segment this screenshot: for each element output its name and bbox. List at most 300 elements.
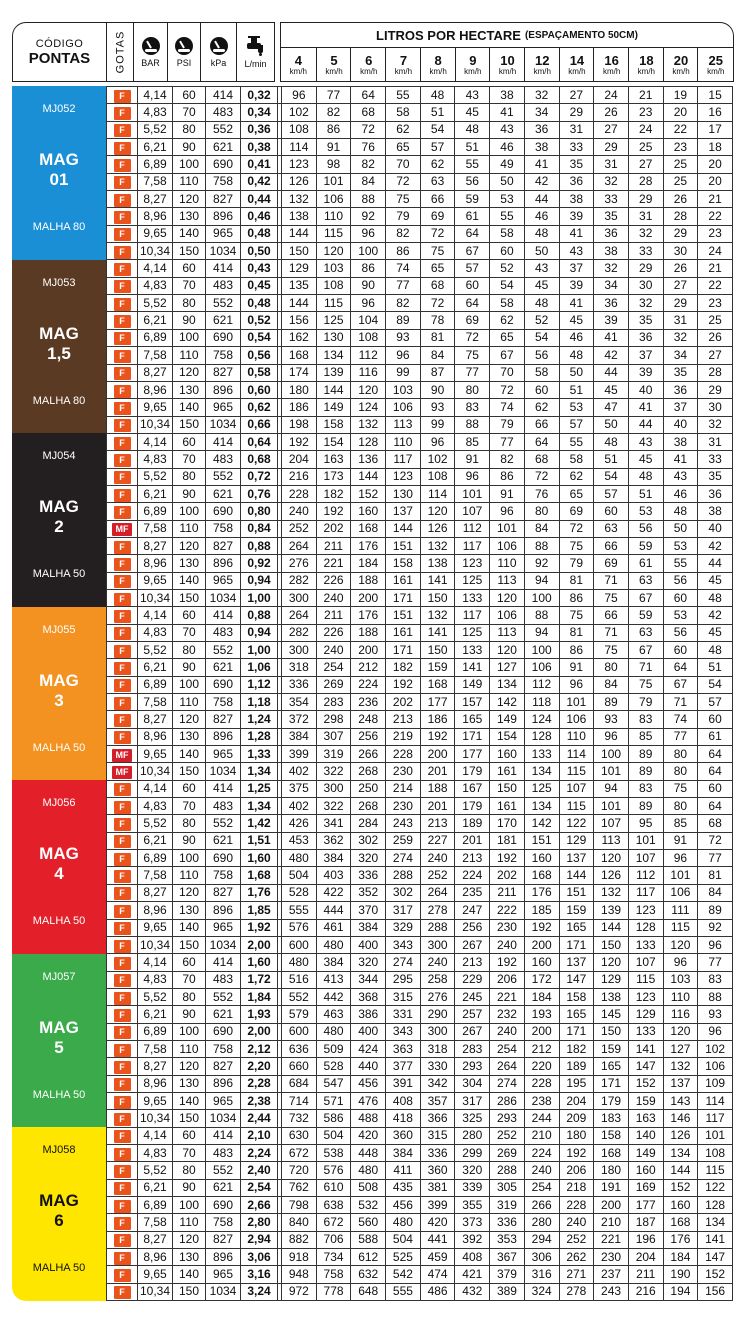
- rate-cell: 88: [524, 537, 559, 554]
- rate-cell: 132: [282, 191, 317, 208]
- rate-cell: 79: [490, 416, 525, 433]
- lmin-cell: 3,24: [241, 1283, 278, 1300]
- droplet-class-cell: [107, 347, 138, 364]
- rate-cell: 48: [420, 87, 455, 104]
- rate-cell: 486: [420, 1283, 455, 1300]
- nozzle-group-mj053: [12, 260, 106, 434]
- rate-cell: 37: [628, 347, 663, 364]
- rate-cell: 96: [420, 433, 455, 450]
- droplet-badge: F: [114, 124, 131, 137]
- bar-cell: 8,96: [138, 381, 173, 398]
- rate-cell: 319: [490, 1197, 525, 1214]
- rate-cell: 58: [490, 225, 525, 242]
- psi-cell: 80: [173, 642, 206, 659]
- rate-cell: 115: [316, 225, 351, 242]
- rate-cell: 84: [594, 676, 629, 693]
- rate-cell: 102: [698, 1040, 733, 1057]
- kpa-cell: 965: [206, 746, 241, 763]
- rate-cell: 94: [524, 572, 559, 589]
- rate-cell: 200: [524, 936, 559, 953]
- nozzle-group-mj055: [12, 607, 106, 781]
- droplet-class-cell: [107, 191, 138, 208]
- psi-cell: 60: [173, 260, 206, 277]
- droplet-badge: F: [114, 159, 131, 172]
- malha-label: MALHA 80: [32, 221, 86, 234]
- rate-cell: 147: [698, 1249, 733, 1266]
- psi-cell: 120: [173, 1058, 206, 1075]
- bar-cell: 4,14: [138, 433, 173, 450]
- rate-cell: 51: [559, 381, 594, 398]
- rate-cell: 177: [455, 746, 490, 763]
- rate-cell: 128: [698, 1197, 733, 1214]
- rate-cell: 76: [351, 139, 386, 156]
- rate-cell: 282: [282, 572, 317, 589]
- rate-cell: 576: [316, 1162, 351, 1179]
- rate-cell: 27: [698, 347, 733, 364]
- rate-cell: 132: [663, 1058, 698, 1075]
- bar-cell: 10,34: [138, 243, 173, 260]
- rate-cell: 370: [351, 902, 386, 919]
- rate-cell: 60: [490, 243, 525, 260]
- droplet-badge: F: [114, 992, 131, 1005]
- lmin-cell: 1,06: [241, 659, 278, 676]
- rate-cell: 210: [524, 1127, 559, 1144]
- bar-cell: 6,21: [138, 139, 173, 156]
- speed-unit: km/h: [568, 66, 586, 76]
- lmin-cell: 0,58: [241, 364, 278, 381]
- rate-cell: 360: [420, 1162, 455, 1179]
- rate-cell: 41: [663, 451, 698, 468]
- rate-cell: 120: [420, 503, 455, 520]
- kpa-cell: 1034: [206, 589, 241, 606]
- speed-value: 4: [294, 52, 302, 68]
- rate-cell: 307: [316, 728, 351, 745]
- rate-cell: 151: [386, 537, 421, 554]
- rate-cell: 168: [420, 676, 455, 693]
- table-row: [107, 659, 733, 676]
- rate-cell: 252: [490, 1127, 525, 1144]
- rate-cell: 106: [559, 711, 594, 728]
- rate-cell: 329: [386, 919, 421, 936]
- rate-cell: 133: [455, 642, 490, 659]
- rate-cell: 101: [628, 832, 663, 849]
- rate-cell: 57: [420, 139, 455, 156]
- droplet-badge: F: [114, 1044, 131, 1057]
- rate-cell: 144: [559, 867, 594, 884]
- rate-cell: 72: [420, 295, 455, 312]
- rate-cell: 103: [316, 260, 351, 277]
- psi-header: [168, 23, 200, 81]
- mag-name: MAG: [39, 323, 79, 343]
- rate-cell: 278: [559, 1283, 594, 1300]
- droplet-class-cell: [107, 104, 138, 121]
- kpa-cell: 690: [206, 676, 241, 693]
- psi-cell: 110: [173, 520, 206, 537]
- rate-cell: 126: [282, 173, 317, 190]
- rate-cell: 120: [594, 850, 629, 867]
- table-row: [107, 642, 733, 659]
- speed-header-10: [489, 48, 525, 81]
- rate-cell: 252: [282, 520, 317, 537]
- speed-unit: km/h: [360, 66, 378, 76]
- rate-cell: 92: [351, 208, 386, 225]
- rate-cell: 149: [455, 676, 490, 693]
- droplet-badge: F: [114, 176, 131, 189]
- rate-cell: 244: [524, 1110, 559, 1127]
- rate-cell: 84: [524, 520, 559, 537]
- rate-cell: 283: [455, 1040, 490, 1057]
- rate-cell: 161: [490, 763, 525, 780]
- droplet-class-cell: [107, 919, 138, 936]
- table-row: [107, 555, 733, 572]
- malha-label: MALHA 50: [32, 741, 86, 754]
- droplet-badge: F: [114, 818, 131, 831]
- rate-cell: 120: [663, 1023, 698, 1040]
- droplet-badge: F: [114, 697, 131, 710]
- droplet-badge: F: [114, 437, 131, 450]
- rate-cell: 480: [316, 936, 351, 953]
- lmin-cell: 0,48: [241, 295, 278, 312]
- rate-cell: 192: [490, 954, 525, 971]
- rate-cell: 171: [559, 1023, 594, 1040]
- rate-cell: 315: [386, 988, 421, 1005]
- droplet-class-cell: [107, 971, 138, 988]
- rate-cell: 151: [386, 607, 421, 624]
- rate-cell: 69: [594, 555, 629, 572]
- psi-cell: 130: [173, 902, 206, 919]
- rate-cell: 31: [594, 156, 629, 173]
- table-row: [107, 711, 733, 728]
- psi-unit-label: PSI: [176, 57, 192, 68]
- psi-cell: 110: [173, 347, 206, 364]
- droplet-badge: F: [114, 645, 131, 658]
- table-row: [107, 87, 733, 104]
- bar-cell: 4,83: [138, 798, 173, 815]
- rate-cell: 21: [628, 87, 663, 104]
- rate-cell: 165: [455, 711, 490, 728]
- bar-cell: 6,89: [138, 676, 173, 693]
- rate-cell: 68: [420, 277, 455, 294]
- bar-header: [134, 23, 167, 81]
- rate-cell: 112: [524, 676, 559, 693]
- rate-cell: 420: [420, 1214, 455, 1231]
- psi-cell: 140: [173, 225, 206, 242]
- rate-cell: 106: [490, 607, 525, 624]
- rate-cell: 32: [594, 173, 629, 190]
- rate-cell: 27: [628, 156, 663, 173]
- rate-cell: 40: [628, 381, 663, 398]
- rate-cell: 142: [490, 694, 525, 711]
- droplet-class-cell: [107, 295, 138, 312]
- speed-unit: km/h: [533, 66, 551, 76]
- rate-cell: 46: [524, 208, 559, 225]
- mag-size: 3: [54, 690, 64, 710]
- lmin-cell: 0,36: [241, 121, 278, 138]
- kpa-cell: 690: [206, 1197, 241, 1214]
- mag-label: [12, 1191, 106, 1231]
- rate-cell: 45: [698, 572, 733, 589]
- rate-cell: 68: [524, 451, 559, 468]
- rate-cell: 29: [663, 225, 698, 242]
- rate-cell: 588: [351, 1231, 386, 1248]
- rate-cell: 150: [594, 1023, 629, 1040]
- rate-cell: 129: [594, 971, 629, 988]
- rate-cell: 137: [559, 850, 594, 867]
- rate-cell: 480: [282, 850, 317, 867]
- rate-cell: 426: [282, 815, 317, 832]
- table-row: [107, 728, 733, 745]
- rate-cell: 22: [698, 277, 733, 294]
- rate-cell: 103: [386, 381, 421, 398]
- table-row: [107, 1231, 733, 1248]
- rate-cell: 48: [698, 642, 733, 659]
- rate-cell: 420: [351, 1127, 386, 1144]
- gotas-header: [107, 23, 133, 81]
- rate-cell: 525: [386, 1249, 421, 1266]
- table-row: [107, 780, 733, 797]
- lmin-cell: 0,52: [241, 312, 278, 329]
- rate-cell: 132: [594, 884, 629, 901]
- rate-cell: 288: [420, 919, 455, 936]
- rate-cell: 91: [455, 451, 490, 468]
- rate-cell: 276: [420, 988, 455, 1005]
- rate-cell: 101: [490, 520, 525, 537]
- psi-cell: 110: [173, 867, 206, 884]
- droplet-class-cell: [107, 763, 138, 780]
- droplet-class-cell: [107, 520, 138, 537]
- rate-cell: 123: [628, 902, 663, 919]
- table-row: [107, 104, 733, 121]
- rate-cell: 96: [594, 728, 629, 745]
- rate-cell: 115: [316, 295, 351, 312]
- lmin-cell: 1,00: [241, 642, 278, 659]
- rate-cell: 141: [455, 659, 490, 676]
- rate-cell: 17: [698, 121, 733, 138]
- rate-cell: 185: [524, 902, 559, 919]
- mag-size: 1,5: [47, 343, 71, 363]
- rate-cell: 600: [282, 936, 317, 953]
- rate-cell: 29: [628, 260, 663, 277]
- bar-cell: 8,27: [138, 711, 173, 728]
- rate-cell: 113: [490, 624, 525, 641]
- droplet-class-cell: [107, 156, 138, 173]
- rate-cell: 25: [663, 156, 698, 173]
- rate-cell: 57: [559, 416, 594, 433]
- bar-cell: 9,65: [138, 572, 173, 589]
- rate-cell: 367: [490, 1249, 525, 1266]
- speed-unit: km/h: [464, 66, 482, 76]
- kpa-cell: 483: [206, 798, 241, 815]
- kpa-cell: 621: [206, 139, 241, 156]
- droplet-class-cell: [107, 642, 138, 659]
- rate-cell: 77: [490, 433, 525, 450]
- rate-cell: 117: [386, 451, 421, 468]
- rate-cell: 96: [559, 676, 594, 693]
- droplet-badge: F: [114, 1286, 131, 1299]
- rate-cell: 28: [663, 208, 698, 225]
- rate-cell: 212: [524, 1040, 559, 1057]
- psi-cell: 90: [173, 1179, 206, 1196]
- rate-cell: 72: [386, 173, 421, 190]
- malha-label: MALHA 50: [32, 1262, 86, 1275]
- lmin-cell: 0,68: [241, 451, 278, 468]
- bar-cell: 6,21: [138, 832, 173, 849]
- rate-cell: 413: [316, 971, 351, 988]
- rate-cell: 379: [490, 1266, 525, 1283]
- rate-cell: 107: [628, 954, 663, 971]
- rate-cell: 29: [698, 381, 733, 398]
- rate-cell: 252: [559, 1231, 594, 1248]
- rate-cell: 80: [663, 746, 698, 763]
- psi-cell: 60: [173, 1127, 206, 1144]
- rate-cell: 391: [386, 1075, 421, 1092]
- rate-cell: 48: [594, 433, 629, 450]
- droplet-badge: F: [114, 1026, 131, 1039]
- lmin-cell: 1,85: [241, 902, 278, 919]
- bar-cell: 6,89: [138, 156, 173, 173]
- mag-name: MAG: [39, 1017, 79, 1037]
- rate-cell: 130: [386, 485, 421, 502]
- rate-cell: 75: [663, 780, 698, 797]
- rate-cell: 286: [490, 1092, 525, 1109]
- rate-cell: 133: [628, 1023, 663, 1040]
- kpa-cell: 414: [206, 87, 241, 104]
- rate-cell: 474: [420, 1266, 455, 1283]
- rate-cell: 35: [698, 468, 733, 485]
- psi-cell: 120: [173, 364, 206, 381]
- rate-cell: 176: [524, 884, 559, 901]
- rate-cell: 476: [351, 1092, 386, 1109]
- rate-cell: 39: [594, 312, 629, 329]
- rate-cell: 189: [455, 815, 490, 832]
- kpa-cell: 827: [206, 711, 241, 728]
- psi-cell: 120: [173, 884, 206, 901]
- mag-size: 5: [54, 1037, 64, 1057]
- rate-cell: 77: [386, 277, 421, 294]
- rate-cell: 357: [420, 1092, 455, 1109]
- rate-cell: 110: [490, 555, 525, 572]
- table-row: [107, 624, 733, 641]
- mag-size: 4: [54, 864, 64, 884]
- bar-cell: 6,21: [138, 485, 173, 502]
- rate-cell: 972: [282, 1283, 317, 1300]
- droplet-class-cell: [107, 87, 138, 104]
- rate-cell: 280: [524, 1214, 559, 1231]
- rate-cell: 31: [663, 312, 698, 329]
- rate-cell: 147: [559, 971, 594, 988]
- rate-cell: 168: [594, 1144, 629, 1161]
- rate-cell: 127: [663, 1040, 698, 1057]
- rate-cell: 319: [316, 746, 351, 763]
- rate-cell: 204: [282, 451, 317, 468]
- table-row: [107, 988, 733, 1005]
- kpa-cell: 552: [206, 642, 241, 659]
- table-row: [107, 1144, 733, 1161]
- rate-cell: 302: [386, 884, 421, 901]
- rate-cell: 213: [386, 711, 421, 728]
- rate-cell: 89: [628, 763, 663, 780]
- kpa-cell: 965: [206, 399, 241, 416]
- rate-cell: 508: [351, 1179, 386, 1196]
- rate-cell: 34: [524, 104, 559, 121]
- rate-cell: 441: [420, 1231, 455, 1248]
- lmin-cell: 1,60: [241, 850, 278, 867]
- rate-cell: 201: [455, 832, 490, 849]
- lmin-cell: 1,84: [241, 988, 278, 1005]
- rate-cell: 144: [594, 919, 629, 936]
- nozzle-code: MJ054: [42, 450, 76, 463]
- rate-cell: 267: [455, 936, 490, 953]
- rate-cell: 92: [524, 555, 559, 572]
- rate-cell: 71: [663, 694, 698, 711]
- lmin-cell: 0,41: [241, 156, 278, 173]
- speed-unit: km/h: [707, 66, 725, 76]
- rate-cell: 31: [628, 208, 663, 225]
- rate-cell: 42: [698, 537, 733, 554]
- rate-cell: 392: [455, 1231, 490, 1248]
- speed-value: 25: [708, 52, 723, 68]
- rate-cell: 53: [628, 503, 663, 520]
- rate-cell: 39: [559, 208, 594, 225]
- rate-cell: 112: [628, 867, 663, 884]
- psi-cell: 70: [173, 1144, 206, 1161]
- rate-cell: 295: [386, 971, 421, 988]
- speed-header-12: [524, 48, 560, 81]
- rate-cell: 201: [420, 798, 455, 815]
- rate-cell: 280: [455, 1127, 490, 1144]
- droplet-badge: MF: [112, 749, 132, 762]
- rate-cell: 161: [490, 798, 525, 815]
- droplet-badge: F: [114, 1269, 131, 1282]
- rate-cell: 555: [386, 1283, 421, 1300]
- rate-cell: 118: [524, 694, 559, 711]
- rate-cell: 133: [628, 936, 663, 953]
- rate-cell: 600: [282, 1023, 317, 1040]
- psi-cell: 130: [173, 555, 206, 572]
- rate-cell: 123: [386, 468, 421, 485]
- rate-cell: 136: [351, 451, 386, 468]
- rate-cell: 258: [420, 971, 455, 988]
- rate-cell: 107: [594, 815, 629, 832]
- rate-cell: 57: [455, 260, 490, 277]
- rate-cell: 95: [628, 815, 663, 832]
- nozzle-group-mj056: [12, 780, 106, 954]
- rate-cell: 80: [663, 763, 698, 780]
- speed-value: 20: [673, 52, 689, 68]
- rate-cell: 149: [628, 1144, 663, 1161]
- rate-cell: 201: [420, 763, 455, 780]
- rate-cell: 99: [386, 364, 421, 381]
- rate-cell: 64: [351, 87, 386, 104]
- lmin-cell: 2,44: [241, 1110, 278, 1127]
- rate-cell: 162: [282, 329, 317, 346]
- rate-cell: 66: [594, 607, 629, 624]
- rate-cell: 112: [351, 347, 386, 364]
- rate-cell: 576: [282, 919, 317, 936]
- rate-cell: 56: [524, 347, 559, 364]
- malha-label: MALHA 50: [32, 915, 86, 928]
- rate-cell: 230: [490, 919, 525, 936]
- rate-cell: 124: [524, 711, 559, 728]
- rate-cell: 152: [663, 1179, 698, 1196]
- rate-cell: 81: [698, 867, 733, 884]
- psi-cell: 150: [173, 1110, 206, 1127]
- rate-cell: 224: [524, 1144, 559, 1161]
- rate-cell: 266: [351, 746, 386, 763]
- rate-cell: 192: [316, 503, 351, 520]
- rate-cell: 83: [628, 711, 663, 728]
- rate-cell: 211: [316, 537, 351, 554]
